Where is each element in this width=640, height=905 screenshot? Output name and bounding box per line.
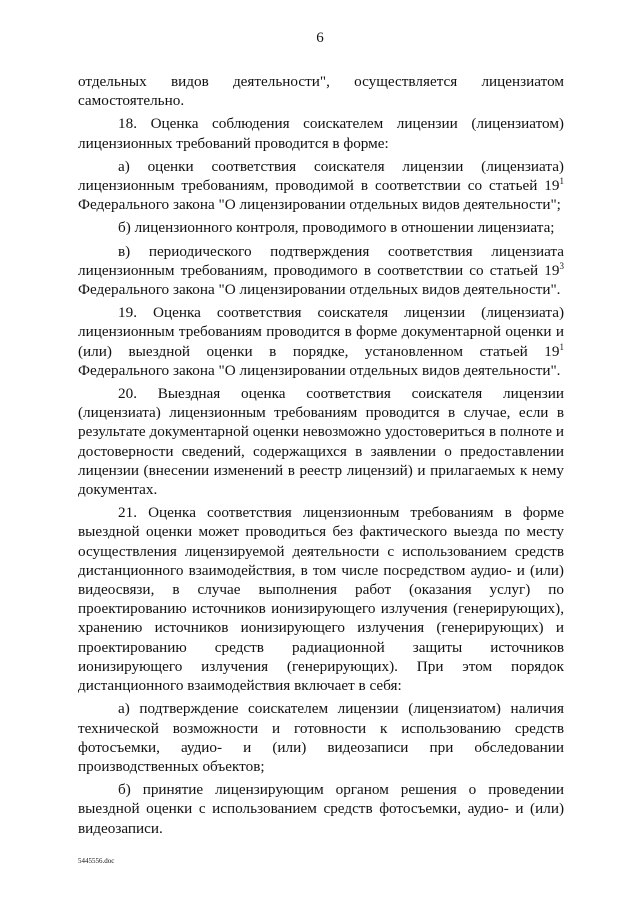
paragraph-18-a bbox=[78, 157, 564, 215]
paragraph-continuation: отдельных видов деятельности", осуществляется лицензиатом самостоятельно. bbox=[78, 73, 564, 110]
paragraph-21-b: б) принятие лицензирующим органом решения о проведении выездной оценки с использованием средств фотосъемки, аудио- и (или) видеозаписи. bbox=[78, 781, 564, 837]
paragraph-18-a-text-end: Федерального закона "О лицензировании отдельных видов деятельности"; bbox=[78, 196, 561, 214]
paragraph-18-c-text-end: Федерального закона "О лицензировании отдельных видов деятельности". bbox=[78, 281, 561, 299]
paragraph-19-text-end: Федерального закона "О лицензировании отдельных видов деятельности". bbox=[78, 361, 561, 379]
paragraph-18-b: б) лицензионного контроля, проводимого в отношении лицензиата; bbox=[118, 219, 555, 237]
file-name-footer: 5445556.doc bbox=[78, 857, 115, 865]
paragraph-19 bbox=[78, 303, 564, 380]
paragraph-21: 21. Оценка соответствия лицензионным требованиям в форме выездной оценки может проводиться без фактического выезда по месту осуществления лицензируемой деятельности с использованием средств дистанционного взаимодействия, в том числе посредством аудио- и (или) видеосвязи, в случае выполнения работ (оказания услуг) по проектированию источников ионизирующего излучения (генерирующих), хранению источников ионизирующего излучения (генерирующих) и проектированию средств радиационной защиты источников ионизирующего излучения (генерирующих). При этом порядок дистанционного взаимодействия включает в себя: bbox=[78, 504, 564, 695]
page-number: 6 bbox=[316, 30, 324, 46]
paragraph-18-c bbox=[78, 242, 564, 300]
paragraph-21-a: а) подтверждение соискателем лицензии (лицензиатом) наличия технической возможности и готовности к использованию средств фотосъемки, аудио- и (или) видеозаписи при обследовании производственных объектов; bbox=[78, 700, 564, 775]
superscript: 3 bbox=[559, 260, 564, 271]
paragraph-18-c-text: в) периодического подтверждения соответствия лицензиата лицензионным требованиям, проводимого в соответствии со статьей 19 bbox=[78, 242, 564, 279]
superscript: 1 bbox=[559, 341, 564, 352]
paragraph-19-text: 19. Оценка соответствия соискателя лицензии (лицензиата) лицензионным требованиям проводится в форме документарной оценки и (или) выездной оценки в порядке, установленном статьей 19 bbox=[78, 304, 564, 360]
paragraph-18: 18. Оценка соблюдения соискателем лицензии (лицензиатом) лицензионных требований проводится в форме: bbox=[78, 115, 564, 152]
document-body bbox=[78, 72, 564, 842]
paragraph-20: 20. Выездная оценка соответствия соискателя лицензии (лицензиата) лицензионным требованиям проводится в случае, если в результате документарной оценки невозможно удостовериться в полноте и достоверности сведений, содержащихся в заявлении о предоставлении лицензии (внесении изменений в реестр лицензий) и прилагаемых к нему документах. bbox=[78, 385, 564, 499]
superscript: 1 bbox=[559, 176, 564, 187]
paragraph-18-a-text: а) оценки соответствия соискателя лицензии (лицензиата) лицензионным требованиям, проводимой в соответствии со статьей 19 bbox=[78, 157, 564, 195]
